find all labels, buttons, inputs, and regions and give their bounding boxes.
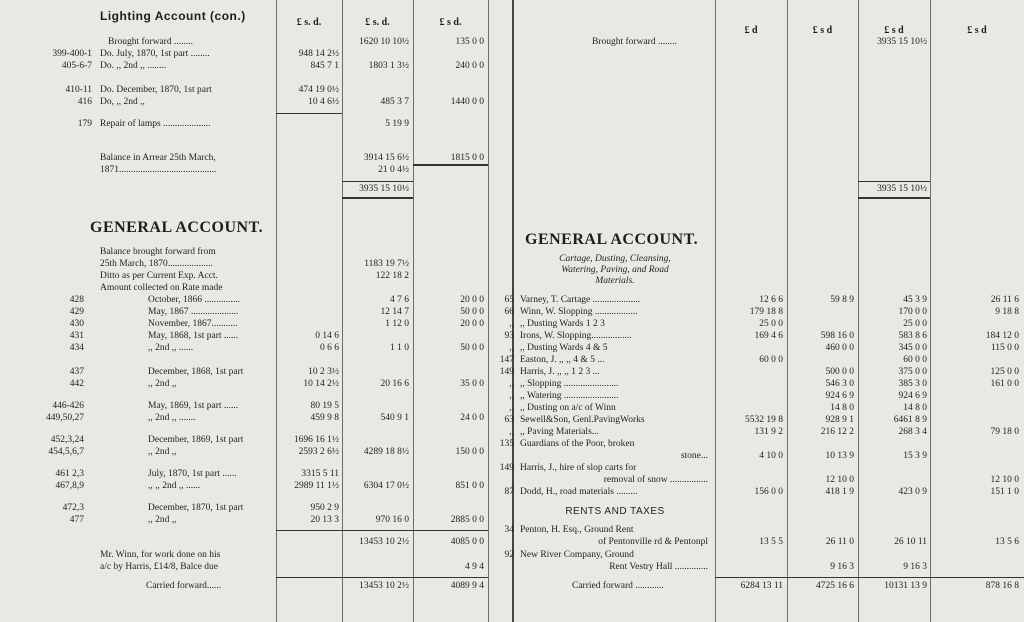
general-account-title-right: GENERAL ACCOUNT. — [525, 231, 699, 248]
row-description: of Pentonville rd & Pentonpl — [598, 537, 708, 547]
section-heading: RENTS AND TAXES — [565, 506, 665, 517]
row-description: Repair of lamps .................... — [100, 119, 211, 129]
amount-col-3: 4085 0 0 — [450, 537, 484, 547]
amount-col-2: 13453 10 2½ — [359, 581, 409, 591]
amount-col-1: 156 0 0 — [754, 487, 783, 497]
amount-col-2: 970 16 0 — [375, 515, 409, 525]
row-description: Harris, J., hire of slop carts for — [520, 463, 637, 473]
sum-rule — [342, 181, 413, 182]
col-header: £ s d — [812, 25, 833, 36]
row-description: Rent Vestry Hall .............. — [609, 562, 708, 572]
row-ref: ,, — [509, 427, 514, 437]
amount-col-1: 179 18 8 — [749, 307, 783, 317]
row-ref: 410-11 — [65, 85, 92, 95]
amount-col-3: 60 0 0 — [903, 355, 927, 365]
amount-col-4: 184 12 0 — [985, 331, 1019, 341]
amount-col-3: 345 0 0 — [898, 343, 927, 353]
row-description: Amount collected on Rate made — [100, 283, 223, 293]
amount-col-2: 10 13 9 — [825, 451, 854, 461]
row-description: Dodd, H., road materials ......... — [520, 487, 638, 497]
amount-col-1: 3315 5 11 — [301, 469, 339, 479]
row-description: a/c by Harris, £14/8, Balce due — [100, 562, 218, 572]
amount-col-1: 1696 16 1½ — [293, 435, 339, 445]
subtitle-line: Cartage, Dusting, Cleansing, — [559, 254, 671, 264]
amount-col-2: 1620 10 10½ — [359, 37, 409, 47]
amount-col-3: 9 16 3 — [903, 562, 927, 572]
amount-col-2: 216 12 2 — [820, 427, 854, 437]
row-ref: 477 — [69, 515, 84, 525]
amount-col-2: 460 0 0 — [825, 343, 854, 353]
amount-col-1: 10 14 2½ — [303, 379, 339, 389]
row-description: Irons, W. Slopping................. — [520, 331, 632, 341]
subtitle-line: Watering, Paving, and Road — [561, 265, 669, 275]
amount-col-2: 1 12 0 — [385, 319, 409, 329]
row-description: Carried forward...... — [146, 581, 222, 591]
amount-col-1: 950 2 9 — [310, 503, 339, 513]
amount-col-3: 3935 15 10½ — [877, 37, 927, 47]
amount-col-3: 150 0 0 — [455, 447, 484, 457]
row-ref: 405-6-7 — [61, 61, 92, 71]
amount-col-3: 25 0 0 — [903, 319, 927, 329]
row-ref: 66 — [504, 307, 514, 317]
amount-col-1: 25 0 0 — [759, 319, 783, 329]
amount-col-1: 10 4 6½ — [308, 97, 339, 107]
row-description: Guardians of the Poor, broken — [520, 439, 635, 449]
amount-col-1: 80 19 5 — [310, 401, 339, 411]
col-header: £ s. d. — [365, 17, 390, 28]
row-ref: 147 — [499, 355, 514, 365]
row-ref: 467,8,9 — [55, 481, 84, 491]
row-description: ,, ,, 2nd ,, ...... — [148, 481, 201, 491]
sum-rule — [276, 577, 488, 578]
row-description: ,, Paving Materials... — [520, 427, 599, 437]
row-description: 25th March, 1870................... — [100, 259, 213, 269]
amount-col-2: 1803 1 3½ — [368, 61, 409, 71]
amount-col-4: 12 10 0 — [990, 475, 1019, 485]
row-ref: 179 — [77, 119, 92, 129]
amount-col-3: 240 0 0 — [455, 61, 484, 71]
sum-rule — [276, 530, 488, 531]
amount-col-2: 13453 10 2½ — [359, 537, 409, 547]
amount-col-2: 485 3 7 — [380, 97, 409, 107]
column-rule — [787, 0, 788, 622]
row-description: Easton, J. ,, ,, 4 & 5 ... — [520, 355, 605, 365]
amount-col-1: 131 9 2 — [754, 427, 783, 437]
amount-col-3: 268 3 4 — [898, 427, 927, 437]
row-description: Do. ,, 2nd ,, ........ — [100, 61, 167, 71]
amount-col-1: 2989 11 1½ — [294, 481, 339, 491]
amount-col-2: 12 14 7 — [380, 307, 409, 317]
subtitle-line: Materials. — [595, 276, 635, 286]
amount-col-3: 2885 0 0 — [450, 515, 484, 525]
col-header: £ s d — [884, 25, 904, 36]
row-description: Balance brought forward from — [100, 247, 216, 257]
row-description: stone... — [680, 451, 708, 461]
row-description: Do. July, 1870, 1st part ........ — [100, 49, 210, 59]
column-rule — [488, 0, 489, 622]
row-description: Sewell&Son, Genl.PavingWorks — [520, 415, 645, 425]
row-ref: 63 — [504, 415, 514, 425]
col-header: £ d — [744, 25, 758, 36]
row-description: December, 1868, 1st part — [148, 367, 244, 377]
row-ref: 434 — [69, 343, 84, 353]
amount-col-3: 14 8 0 — [903, 403, 927, 413]
amount-col-1: 948 14 2½ — [298, 49, 339, 59]
amount-col-3: 851 0 0 — [455, 481, 484, 491]
row-description: May, 1867 .................... — [148, 307, 239, 317]
row-description: Winn, W. Slopping .................. — [520, 307, 638, 317]
row-description: Ditto as per Current Exp. Acct. — [100, 271, 218, 281]
amount-col-3: 423 0 9 — [898, 487, 927, 497]
row-ref: 399-400-1 — [52, 49, 92, 59]
row-description: ,, Slopping ....................... — [520, 379, 619, 389]
row-ref: 429 — [69, 307, 84, 317]
row-ref: ,, — [509, 379, 514, 389]
amount-col-3: 135 0 0 — [455, 37, 484, 47]
row-ref: ,, — [509, 403, 514, 413]
amount-col-3: 50 0 0 — [460, 343, 484, 353]
amount-col-2: 1183 19 7½ — [364, 259, 409, 269]
row-ref: 87 — [504, 487, 514, 497]
amount-col-4: 878 16 8 — [985, 581, 1019, 591]
row-description: December, 1869, 1st part — [148, 435, 244, 445]
amount-col-4: 26 11 6 — [990, 295, 1019, 305]
row-description: Brought forward ........ — [108, 37, 193, 47]
amount-col-3: 15 3 9 — [903, 451, 927, 461]
row-description: ,, 2nd ,, — [148, 515, 177, 525]
row-ref: 431 — [69, 331, 84, 341]
sum-rule — [858, 181, 930, 182]
amount-col-4: 115 0 0 — [990, 343, 1019, 353]
row-description: ,, 2nd ,, ....... — [148, 413, 196, 423]
row-ref: 461 2,3 — [55, 469, 84, 479]
row-ref: 442 — [69, 379, 84, 389]
general-account-title-left: GENERAL ACCOUNT. — [90, 219, 264, 236]
row-description: ,, Watering ....................... — [520, 391, 619, 401]
amount-col-2: 12 10 0 — [825, 475, 854, 485]
row-description: 1871......................................... — [100, 165, 217, 175]
sum-rule — [715, 577, 1024, 578]
amount-col-1: 459 9 8 — [310, 413, 339, 423]
row-ref: 149 — [499, 367, 514, 377]
row-ref: 92 — [504, 550, 514, 560]
amount-col-3: 1440 0 0 — [450, 97, 484, 107]
amount-col-2: 4289 18 8½ — [363, 447, 409, 457]
amount-col-2: 4 7 6 — [390, 295, 409, 305]
amount-col-3: 385 3 0 — [898, 379, 927, 389]
amount-col-1: 474 19 0½ — [298, 85, 339, 95]
amount-col-3: 924 6 9 — [898, 391, 927, 401]
amount-col-3: 20 0 0 — [460, 319, 484, 329]
amount-col-4: 161 0 0 — [990, 379, 1019, 389]
sum-rule — [276, 113, 342, 114]
row-description: ,, Dusting Wards 4 & 5 — [520, 343, 608, 353]
amount-col-2: 21 0 4½ — [378, 165, 409, 175]
row-description: Penton, H. Esq., Ground Rent — [520, 525, 634, 535]
col-header: £ s. d. — [296, 17, 322, 28]
row-description: Carried forward ............ — [572, 581, 664, 591]
row-description: ,, 2nd ,, — [148, 379, 177, 389]
row-ref: 34 — [504, 525, 514, 535]
amount-col-3: 4 9 4 — [465, 562, 484, 572]
amount-col-2: 418 1 9 — [825, 487, 854, 497]
amount-col-1: 4 10 0 — [759, 451, 783, 461]
amount-col-2: 540 9 1 — [380, 413, 409, 423]
row-description: November, 1867........... — [148, 319, 238, 329]
row-description: Do. December, 1870, 1st part — [100, 85, 212, 95]
row-description: Brought forward ........ — [592, 37, 677, 47]
amount-col-3: 35 0 0 — [460, 379, 484, 389]
amount-col-2: 5 19 9 — [385, 119, 409, 129]
amount-col-4: 79 18 0 — [990, 427, 1019, 437]
row-ref: 437 — [69, 367, 84, 377]
amount-col-2: 546 3 0 — [825, 379, 854, 389]
row-ref: 446-426 — [52, 401, 84, 411]
amount-col-4: 9 18 8 — [995, 307, 1019, 317]
row-ref: ,, — [509, 319, 514, 329]
row-description: Do, ,, 2nd ,, — [100, 97, 145, 107]
lighting-account-title: Lighting Account (con.) — [100, 9, 246, 23]
amount-col-2: 598 16 0 — [820, 331, 854, 341]
amount-col-3: 10131 13 9 — [884, 581, 927, 591]
amount-col-3: 170 0 0 — [898, 307, 927, 317]
amount-col-3: 6461 8 9 — [893, 415, 927, 425]
amount-col-2: 9 16 3 — [830, 562, 854, 572]
row-description: May, 1869, 1st part ...... — [148, 401, 239, 411]
row-ref: 65 — [504, 295, 514, 305]
amount-col-2: 928 9 1 — [825, 415, 854, 425]
amount-col-1: 60 0 0 — [759, 355, 783, 365]
amount-col-1: 0 14 6 — [315, 331, 339, 341]
row-description: Harris, J. ,, ,, 1 2 3 ... — [520, 367, 600, 377]
sum-rule — [342, 197, 413, 199]
row-description: New River Company, Ground — [520, 550, 634, 560]
amount-col-3: 26 10 11 — [894, 537, 927, 547]
amount-col-2: 4725 16 6 — [816, 581, 854, 591]
amount-col-3: 1815 0 0 — [450, 153, 484, 163]
amount-col-1: 2593 2 6½ — [298, 447, 339, 457]
row-description: ,, 2nd ,, ...... — [148, 343, 194, 353]
row-description: Mr. Winn, for work done on his — [100, 550, 221, 560]
amount-col-2: 3914 15 6½ — [363, 153, 409, 163]
col-header: £ s d — [967, 25, 987, 36]
amount-col-2: 122 18 2 — [375, 271, 409, 281]
amount-col-2: 6304 17 0½ — [363, 481, 409, 491]
row-description: December, 1870, 1st part — [148, 503, 244, 513]
amount-col-1: 13 5 5 — [759, 537, 783, 547]
row-description: ,, Dusting on a/c of Winn — [520, 403, 616, 413]
row-description: May, 1868, 1st part ...... — [148, 331, 239, 341]
amount-col-4: 125 0 0 — [990, 367, 1019, 377]
amount-col-2: 500 0 0 — [825, 367, 854, 377]
sum-rule — [858, 197, 930, 199]
amount-col-3: 375 0 0 — [898, 367, 927, 377]
amount-col-1: 20 13 3 — [310, 515, 339, 525]
row-description: removal of snow ................ — [603, 475, 708, 485]
row-ref: 454,5,6,7 — [48, 447, 84, 457]
amount-col-2: 59 8 9 — [830, 295, 854, 305]
row-description: Balance in Arrear 25th March, — [100, 153, 216, 163]
amount-col-1: 169 4 6 — [754, 331, 783, 341]
amount-col-1: 0 6 6 — [320, 343, 339, 353]
row-ref: 416 — [77, 97, 92, 107]
row-ref: ,, — [509, 343, 514, 353]
row-description: Varney, T. Cartage .................... — [520, 295, 641, 305]
row-ref: 452,3,24 — [50, 435, 84, 445]
amount-col-3: 24 0 0 — [460, 413, 484, 423]
amount-col-2: 1 1 0 — [390, 343, 409, 353]
amount-col-1: 845 7 1 — [310, 61, 339, 71]
amount-col-3: 45 3 9 — [903, 295, 927, 305]
row-ref: 428 — [69, 295, 84, 305]
amount-col-2: 3935 15 10½ — [359, 184, 409, 194]
amount-col-3: 20 0 0 — [460, 295, 484, 305]
amount-col-1: 5532 19 8 — [745, 415, 783, 425]
amount-col-2: 26 11 0 — [825, 537, 854, 547]
row-ref: 472,3 — [62, 503, 84, 513]
amount-col-4: 151 1 0 — [990, 487, 1019, 497]
amount-col-3: 4089 9 4 — [450, 581, 484, 591]
row-ref: 149 — [499, 463, 514, 473]
amount-col-3: 50 0 0 — [460, 307, 484, 317]
amount-col-2: 924 6 9 — [825, 391, 854, 401]
row-description: ,, 2nd ,, — [148, 447, 177, 457]
amount-col-1: 12 6 6 — [759, 295, 783, 305]
row-ref: ,, — [509, 391, 514, 401]
row-description: ,, Dusting Wards 1 2 3 — [520, 319, 605, 329]
row-description: July, 1870, 1st part ...... — [148, 469, 237, 479]
amount-col-1: 10 2 3½ — [308, 367, 339, 377]
amount-col-4: 13 5 6 — [995, 537, 1019, 547]
row-description: October, 1866 ............... — [148, 295, 240, 305]
row-ref: 449,50,27 — [46, 413, 84, 423]
row-ref: 93 — [504, 331, 514, 341]
row-ref: 430 — [69, 319, 84, 329]
amount-col-2: 20 16 6 — [380, 379, 409, 389]
col-header: £ s d. — [439, 17, 462, 28]
amount-col-1: 6284 13 11 — [740, 581, 783, 591]
row-ref: 135 — [499, 439, 514, 449]
amount-col-3: 3935 15 10½ — [877, 184, 927, 194]
amount-col-3: 583 8 6 — [898, 331, 927, 341]
amount-col-2: 14 8 0 — [830, 403, 854, 413]
sum-rule — [413, 164, 488, 166]
